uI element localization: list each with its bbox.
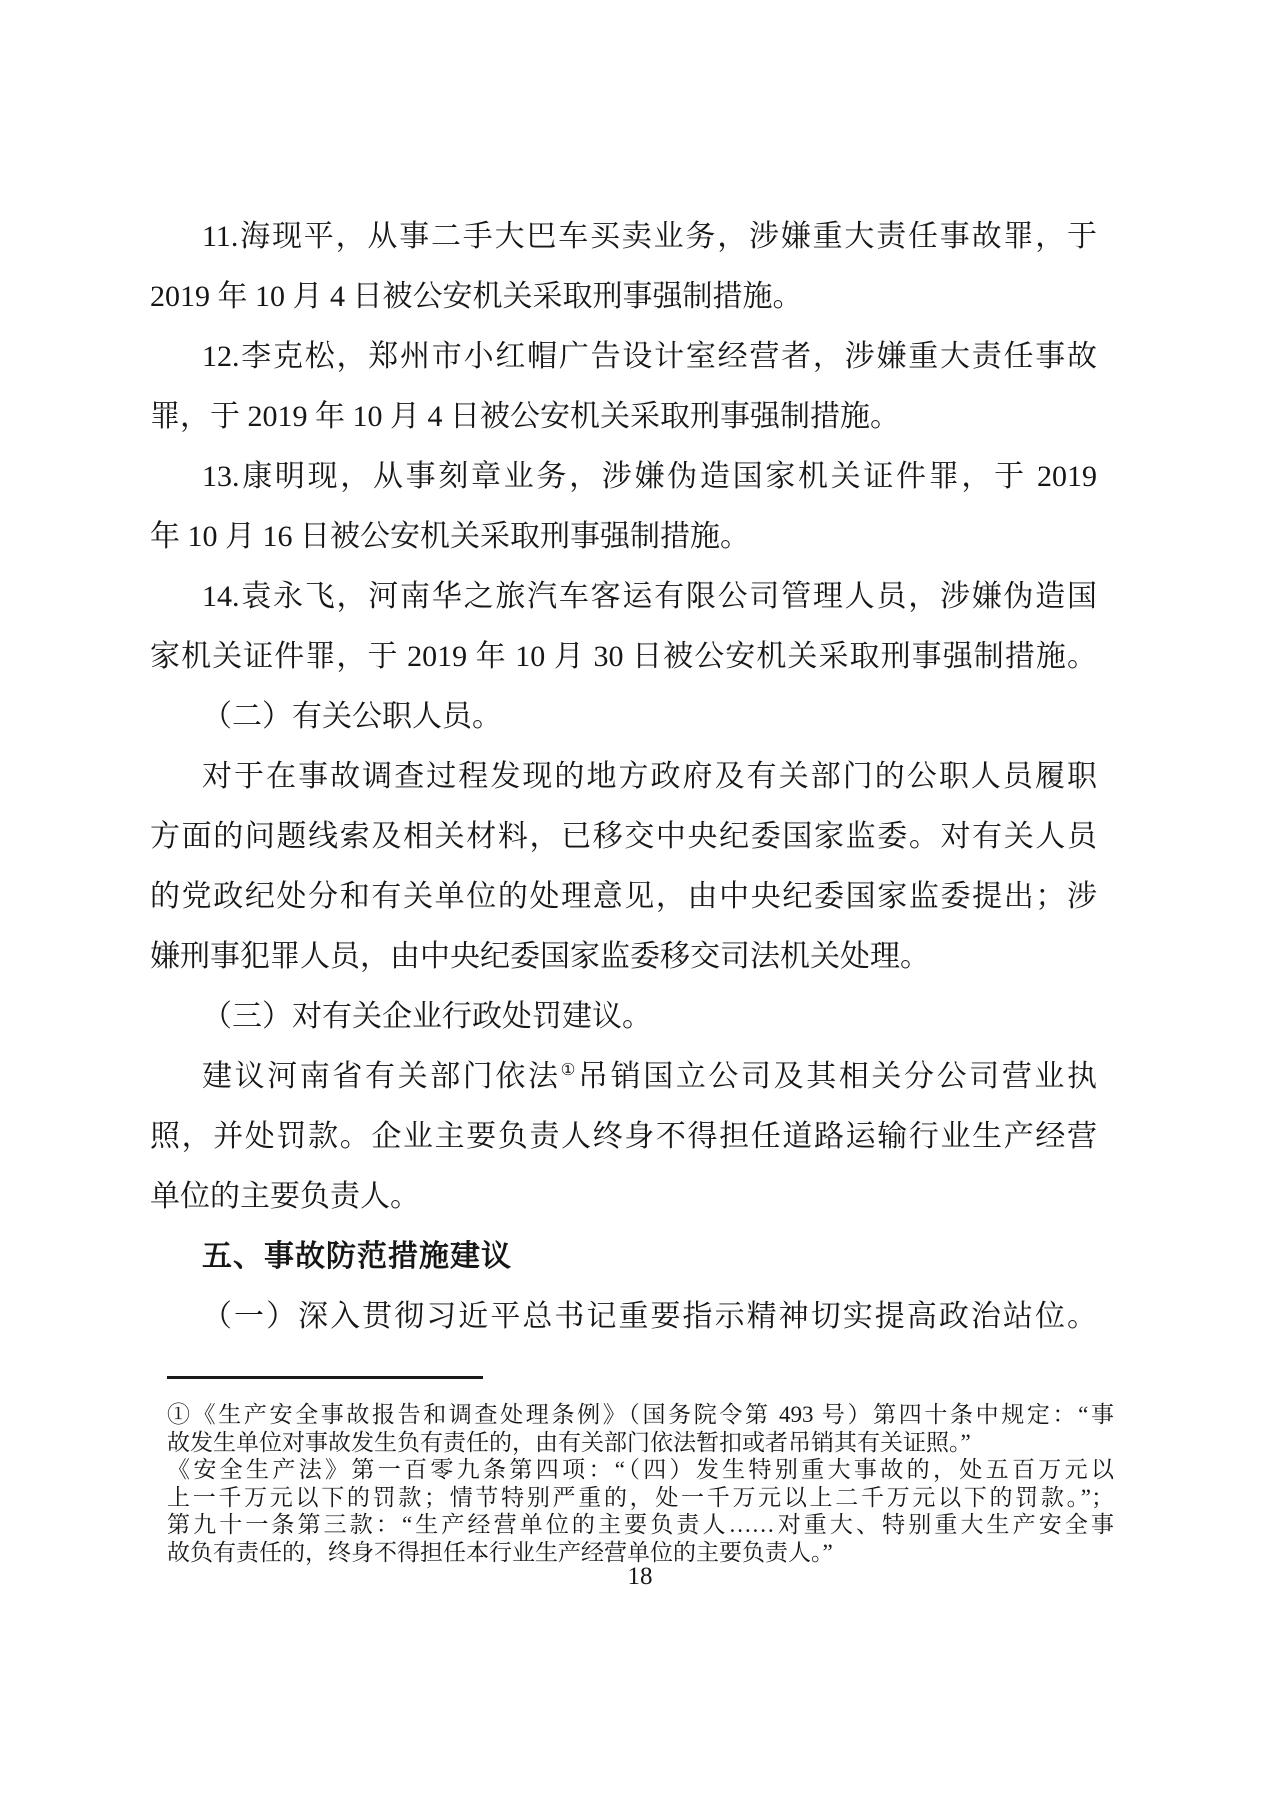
body-text-line: 14.袁永飞，河南华之旅汽车客运有限公司管理人员，涉嫌伪造国 — [202, 580, 1097, 613]
body-text-line: 11.海现平，从事二手大巴车买卖业务，涉嫌重大责任事故罪，于 — [202, 220, 1097, 253]
body-text-line: 单位的主要负责人。 — [150, 1180, 420, 1213]
body-text-line: 的党政纪处分和有关单位的处理意见，由中央纪委国家监委提出；涉 — [150, 880, 1097, 913]
footnote-line: 故负有责任的，终身不得担任本行业生产经营单位的主要负责人。” — [167, 1539, 833, 1565]
body-text-line: 罪，于 2019 年 10 月 4 日被公安机关采取刑事强制措施。 — [150, 400, 900, 433]
body-text-line: （二）有关公职人员。 — [202, 700, 502, 733]
footnote-block — [167, 1401, 1114, 1566]
body-text-line: （一）深入贯彻习近平总书记重要指示精神切实提高政治站位。 — [202, 1300, 1097, 1333]
body-text-line: 家机关证件罪，于 2019 年 10 月 30 日被公安机关采取刑事强制措施。 — [150, 640, 1097, 673]
body-text-line: 照，并处罚款。企业主要负责人终身不得担任道路运输行业生产经营 — [150, 1120, 1097, 1153]
body-text-line: 对于在事故调查过程发现的地方政府及有关部门的公职人员履职 — [202, 760, 1097, 793]
footnote-line: ①《生产安全事故报告和调查处理条例》（国务院令第 493 号）第四十条中规定：“事 — [167, 1402, 1114, 1427]
footnote-line: 《安全生产法》第一百零九条第四项：“（四）发生特别重大事故的，处五百万元以 — [167, 1457, 1114, 1482]
body-text-line: 方面的问题线索及相关材料，已移交中央纪委国家监委。对有关人员 — [150, 820, 1097, 853]
body-text-line: 年 10 月 16 日被公安机关采取刑事强制措施。 — [150, 520, 750, 553]
document-body — [150, 207, 1097, 1347]
body-text-line: 12.李克松，郑州市小红帽广告设计室经营者，涉嫌重大责任事故 — [202, 340, 1097, 373]
body-text-line: 建议河南省有关部门依法①吊销国立公司及其相关分公司营业执 — [202, 1060, 1098, 1093]
footnote-separator — [167, 1376, 483, 1379]
footnote-ref-marker: ① — [560, 1060, 579, 1079]
body-text-line: 嫌刑事犯罪人员，由中央纪委国家监委移交司法机关处理。 — [150, 940, 930, 973]
body-text-line: （三）对有关企业行政处罚建议。 — [202, 1000, 652, 1033]
page-number: 18 — [627, 1563, 653, 1590]
footnote-line: 第九十一条第三款：“生产经营单位的主要负责人……对重大、特别重大生产安全事 — [167, 1512, 1114, 1537]
footnote-line: 故发生单位对事故发生负有责任的，由有关部门依法暂扣或者吊销其有关证照。” — [167, 1429, 971, 1455]
body-text-line: 13.康明现，从事刻章业务，涉嫌伪造国家机关证件罪，于 2019 — [202, 460, 1097, 493]
body-text-line: 五、事故防范措施建议 — [202, 1240, 512, 1273]
body-text-line: 2019 年 10 月 4 日被公安机关采取刑事强制措施。 — [150, 280, 803, 313]
footnote-line: 上一千万元以下的罚款；情节特别严重的，处一千万元以上二千万元以下的罚款。”； — [167, 1484, 1114, 1510]
